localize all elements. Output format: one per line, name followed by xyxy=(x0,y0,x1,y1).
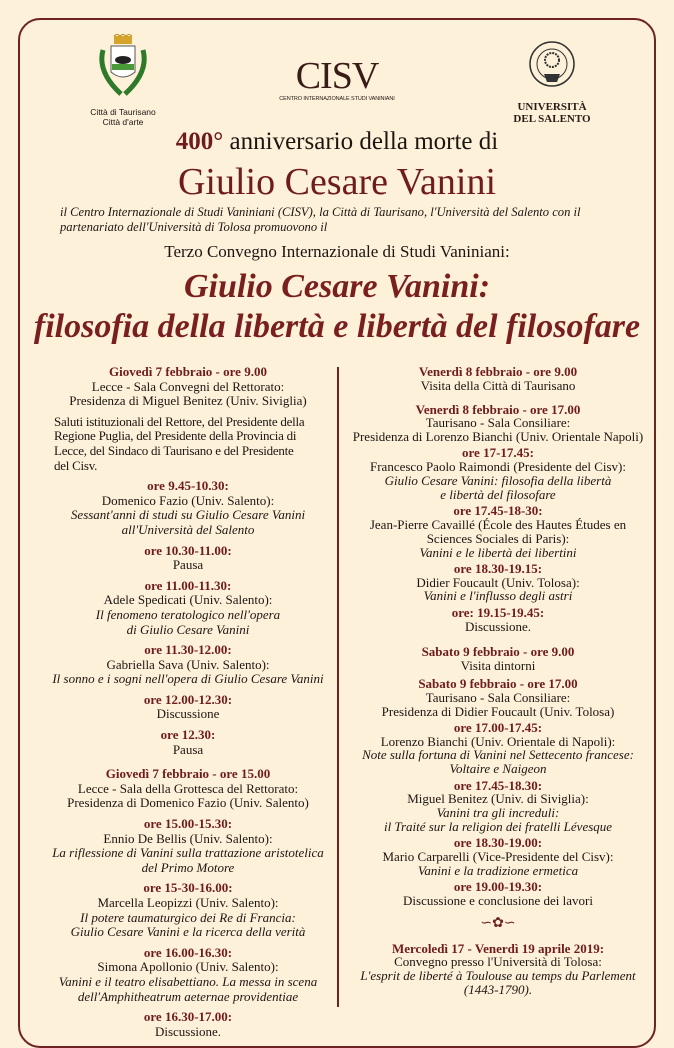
talk-title: il Traité sur la religion dei fratelli Lévesque xyxy=(383,818,613,834)
time-heading: ore 18.30-19.00: xyxy=(453,835,543,851)
program-text: Regione Puglia, del Presidente della Provincia di xyxy=(54,428,297,444)
talk-title: del Primo Motore xyxy=(141,859,235,875)
program-item xyxy=(28,881,348,939)
talk-title: Note sulla fortuna di Vanini nel Settecento francese: xyxy=(362,747,634,763)
universita-del-salento-logo xyxy=(500,40,604,125)
time-heading: ore 12.30: xyxy=(160,727,216,743)
time-heading: ore 17.45-18-30: xyxy=(453,503,543,519)
time-heading: Sabato 9 febbraio - ore 17.00 xyxy=(418,675,578,691)
ornament-flourish-icon: ∽✿∽ xyxy=(480,915,516,931)
talk-title: Voltaire e Naigeon xyxy=(449,761,547,777)
city-of-taurisano-logo xyxy=(70,34,176,127)
talk-title: dell'Amphitheatrum aeternae providentiae xyxy=(77,988,299,1004)
program-text: Mario Carparelli (Vice-Presidente del Cisv): xyxy=(382,849,614,864)
program-item xyxy=(28,693,348,722)
program-item xyxy=(28,479,348,537)
program-session xyxy=(340,914,656,997)
talk-title: Il potere taumaturgico dei Re di Francia: xyxy=(80,909,296,925)
program-text: Convegno presso l'Università di Tolosa: xyxy=(394,954,602,970)
program-text: Domenico Fazio (Univ. Salento): xyxy=(101,492,275,508)
intro-line: il Centro Internazionale di Studi Vaniniani (CISV), la Città di Taurisano, l'Università del Salento con il xyxy=(60,205,581,219)
program-text: Simona Apollonio (Univ. Salento): xyxy=(97,959,279,975)
time-heading: ore 16.00-16.30: xyxy=(143,944,233,960)
program-text: Discussione. xyxy=(464,618,532,634)
program-item xyxy=(340,645,656,673)
time-heading: ore 18.30-19.15: xyxy=(453,560,543,576)
program-item xyxy=(28,817,348,875)
conference-title-line1: Giulio Cesare Vanini: xyxy=(183,268,491,305)
program-text: Presidenza di Domenico Fazio (Univ. Salento) xyxy=(67,795,309,811)
program-left-column xyxy=(28,365,348,1045)
program-text: Francesco Paolo Raimondi (Presidente del Cisv): xyxy=(370,459,626,475)
talk-title: Il sonno e i sogni nell'opera di Giulio Cesare Vanini xyxy=(52,671,324,687)
program-text: Discussione xyxy=(156,706,220,722)
talk-title: L'esprit de liberté à Toulouse au temps du Parlement xyxy=(360,968,636,984)
cisv-wordmark: CISV xyxy=(295,55,379,97)
program-item xyxy=(340,606,656,634)
program-text: Taurisano - Sala Consiliare: xyxy=(425,689,571,705)
program-text: Miguel Benitez (Univ. di Siviglia): xyxy=(407,791,589,807)
university-name-line2: DEL SALENTO xyxy=(513,113,591,125)
program-text: Adele Spedicati (Univ. Salento): xyxy=(103,592,273,608)
program-item xyxy=(28,365,348,409)
program-item xyxy=(340,403,656,444)
talk-title: Giulio Cesare Vanini e la ricerca della verità xyxy=(70,924,306,940)
time-heading: ore 15.00-15.30: xyxy=(143,816,233,832)
program-item xyxy=(28,579,348,637)
talk-title: Vanini e la tradizione ermetica xyxy=(417,862,579,878)
honoree-name: Giulio Cesare Vanini xyxy=(177,161,497,203)
program-item xyxy=(340,779,656,834)
program-item xyxy=(28,544,348,573)
anniversary-number: 400° xyxy=(175,128,224,155)
program-text: Visita della Città di Taurisano xyxy=(420,377,576,393)
program-item xyxy=(340,562,656,603)
talk-title: all'Università del Salento xyxy=(121,521,255,537)
city-name: Città di Taurisano xyxy=(90,107,156,117)
time-heading: Giovedì 7 febbraio - ore 9.00 xyxy=(109,364,267,379)
time-heading: ore 10.30-11.00: xyxy=(144,542,232,558)
program-text: Lecce - Sala Convegni del Rettorato: xyxy=(91,378,285,394)
program-session xyxy=(28,767,348,1039)
program-item xyxy=(340,836,656,877)
program-text: Lecce, del Sindaco di Taurisano e del Presidente xyxy=(54,442,294,458)
program-text: Gabriella Sava (Univ. Salento): xyxy=(106,656,270,672)
time-heading: ore 17.00-17.45: xyxy=(453,719,543,735)
program-text: Didier Foucault (Univ. Tolosa): xyxy=(416,574,580,590)
time-heading: ore 17.45-18.30: xyxy=(453,777,543,793)
talk-title: e libertà del filosofare xyxy=(440,486,556,502)
talk-title: La riflessione di Vanini sulla trattazione aristotelica xyxy=(52,845,324,861)
talk-title: Vanini e l'influsso degli astri xyxy=(423,588,573,604)
program-text: Presidenza di Miguel Benitez (Univ. Siviglia) xyxy=(69,393,307,409)
time-heading: Venerdì 8 febbraio - ore 9.00 xyxy=(418,364,578,379)
university-seal-icon xyxy=(528,40,576,96)
time-heading: ore 12.00-12.30: xyxy=(143,691,233,707)
cisv-logo xyxy=(262,56,412,102)
program-text: Ennio De Bellis (Univ. Salento): xyxy=(103,830,273,846)
program-text: Saluti istituzionali del Rettore, del Presidente della xyxy=(54,413,305,429)
time-heading: ore 11.00-11.30: xyxy=(144,577,232,593)
program-session xyxy=(28,365,348,757)
talk-title: Vanini tra gli increduli: xyxy=(436,805,560,821)
city-subtitle: Città d'arte xyxy=(102,117,144,127)
time-heading: ore 19.00-19.30: xyxy=(453,879,543,895)
program-text: Pausa xyxy=(172,557,204,573)
talk-title: di Giulio Cesare Vanini xyxy=(126,621,250,637)
talk-title: Giulio Cesare Vanini: filosofia della libertà xyxy=(384,473,612,489)
program-item xyxy=(28,728,348,757)
program-text: Pausa xyxy=(172,741,204,757)
program-text: Lecce - Sala della Grottesca del Rettorato: xyxy=(77,780,299,796)
time-heading: Venerdì 8 febbraio - ore 17.00 xyxy=(415,401,581,417)
time-heading: ore 17-17.45: xyxy=(462,445,534,461)
time-heading: ore 11.30-12.00: xyxy=(144,642,232,658)
time-heading: ore 16.30-17.00: xyxy=(143,1009,233,1025)
talk-title: Vanini e le libertà dei libertini xyxy=(419,544,577,560)
program-item xyxy=(28,1010,348,1039)
intro-line: partenariato dell'Università di Tolosa promuovono il xyxy=(60,220,328,234)
program-text: Discussione e conclusione dei lavori xyxy=(403,892,593,908)
program-text: Lorenzo Bianchi (Univ. Orientale di Napoli): xyxy=(380,733,616,749)
program-item xyxy=(340,446,656,501)
program-session xyxy=(340,677,656,908)
program-text: Presidenza di Didier Foucault (Univ. Tolosa) xyxy=(381,703,615,719)
program-item xyxy=(340,721,656,776)
program-text: Taurisano - Sala Consiliare: xyxy=(425,415,571,431)
program-item xyxy=(340,880,656,908)
program-text: Presidenza di Lorenzo Bianchi (Univ. Orientale Napoli) xyxy=(352,429,644,445)
program-text: Visita dintorni xyxy=(460,658,536,674)
time-heading: Sabato 9 febbraio - ore 9.00 xyxy=(421,644,575,660)
talk-title: (1443-1790). xyxy=(463,982,533,998)
program-session xyxy=(340,645,656,673)
anniversary-heading xyxy=(0,128,674,156)
city-crest-icon xyxy=(95,34,151,102)
program-text: Discussione. xyxy=(154,1023,222,1039)
conference-title-line2: filosofia della libertà e libertà del filosofare xyxy=(33,308,641,345)
program-item xyxy=(340,677,656,718)
program-text: Jean-Pierre Cavaillé (École des Hautes Études en xyxy=(369,516,627,532)
talk-title: Vanini e il teatro elisabettiano. La messa in scena xyxy=(58,973,318,989)
convegno-label: Terzo Convegno Internazionale di Studi Vaniniani: xyxy=(164,242,510,261)
time-heading: ore: 19.15-19.45: xyxy=(451,604,545,620)
program-right-column xyxy=(340,365,656,999)
program-session xyxy=(340,403,656,634)
program-text: Marcella Leopizzi (Univ. Salento): xyxy=(97,895,279,910)
program-session xyxy=(340,365,656,393)
program-item xyxy=(340,942,656,997)
time-heading: Mercoledì 17 - Venerdì 19 aprile 2019: xyxy=(391,940,605,956)
cisv-subtitle: CENTRO INTERNAZIONALE STUDI VANINIANI xyxy=(279,96,395,102)
program-item xyxy=(28,767,348,811)
time-heading: ore 15-30-16.00: xyxy=(143,880,233,896)
time-heading: Giovedì 7 febbraio - ore 15.00 xyxy=(105,766,271,782)
university-name-line1: UNIVERSITÀ xyxy=(517,101,587,113)
program-text: Sciences Sociales di Paris): xyxy=(426,530,570,546)
program-text: del Cisv. xyxy=(54,457,98,473)
program-item xyxy=(28,415,348,473)
anniversary-text: anniversario della morte di xyxy=(223,128,499,155)
talk-title: Il fenomeno teratologico nell'opera xyxy=(95,606,281,622)
talk-title: Sessant'anni di studi su Giulio Cesare Vanini xyxy=(70,507,306,523)
intro-text xyxy=(60,205,660,235)
time-heading: ore 9.45-10.30: xyxy=(147,478,229,494)
program-item xyxy=(340,504,656,559)
program-item xyxy=(28,946,348,1004)
program-item xyxy=(340,365,656,393)
program-item xyxy=(28,643,348,687)
